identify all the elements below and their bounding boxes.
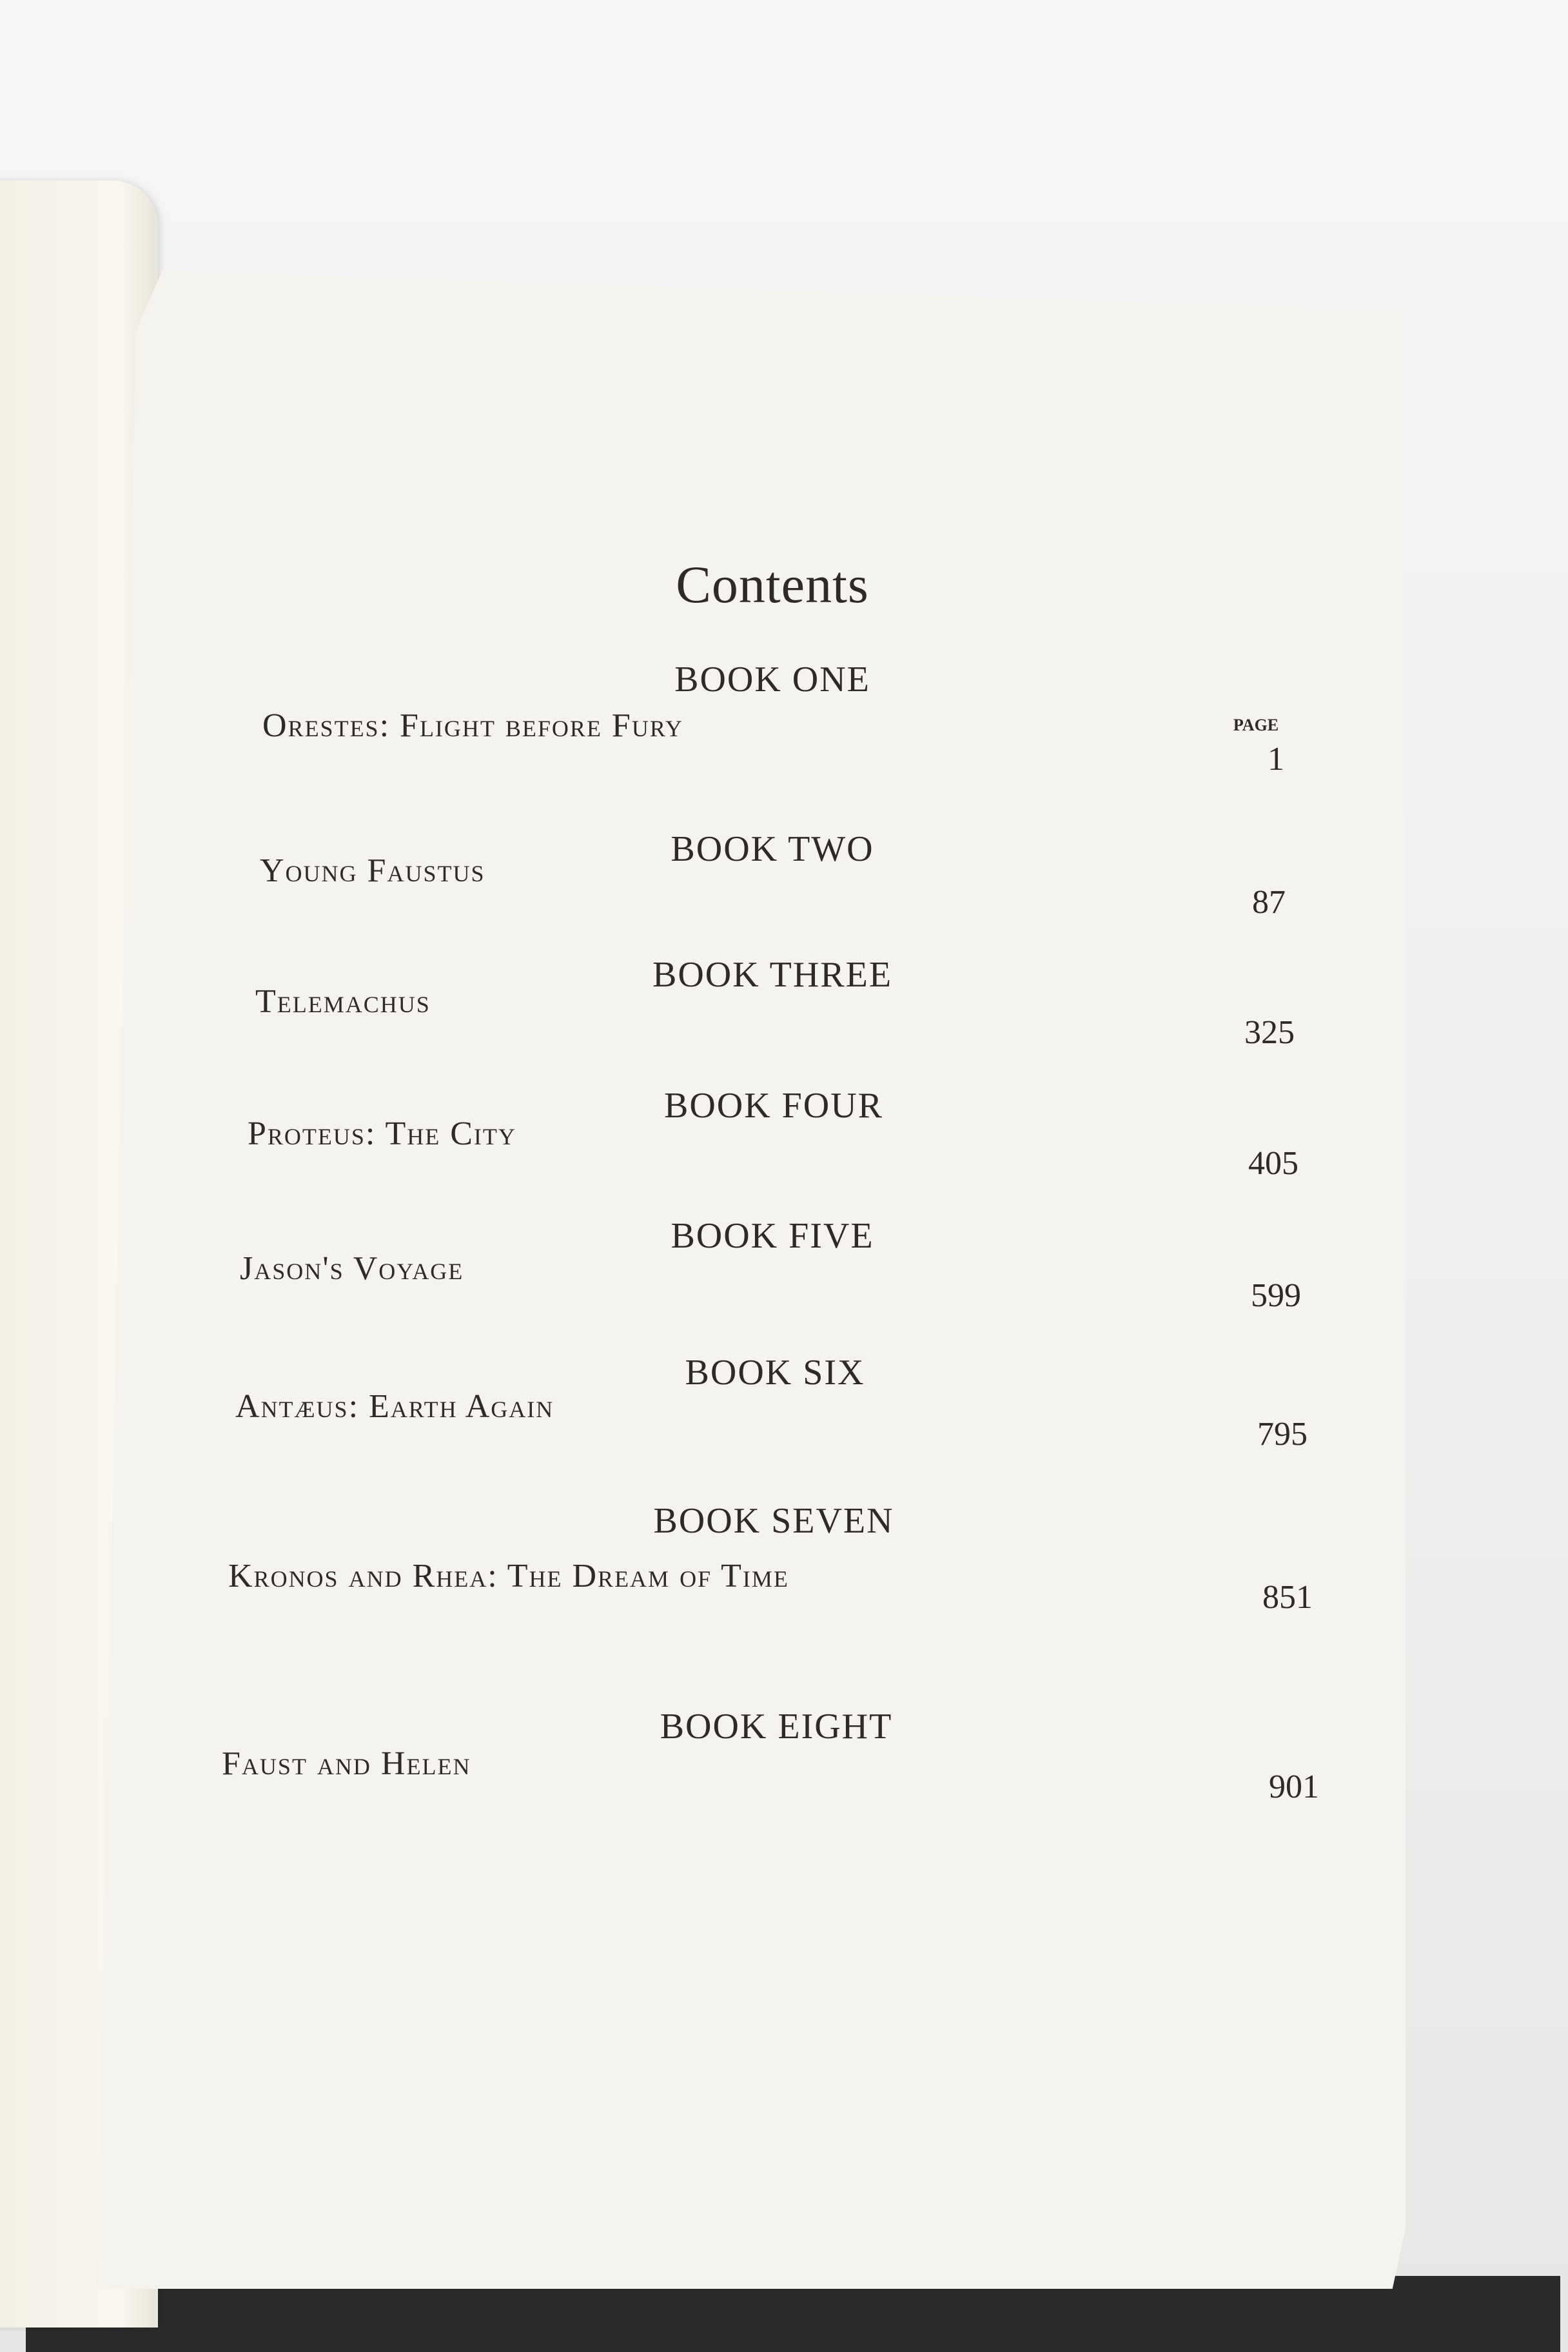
page-number: 325 [1244, 1014, 1295, 1051]
chapter-title: Young Faustus [260, 852, 485, 889]
book-heading: BOOK SIX [685, 1353, 865, 1393]
chapter-title: Telemachus [255, 983, 431, 1020]
page-number: 405 [1248, 1145, 1298, 1182]
page-column-label: PAGE [1233, 716, 1279, 734]
page-number: 851 [1262, 1579, 1313, 1616]
chapter-title: Proteus: The City [248, 1115, 516, 1152]
book-heading: BOOK TWO [671, 829, 874, 869]
page-number: 1 [1268, 741, 1284, 778]
book-heading: BOOK SEVEN [653, 1501, 894, 1541]
chapter-title: Antæus: Earth Again [235, 1388, 554, 1425]
book-heading: BOOK ONE [674, 660, 870, 700]
book-heading: BOOK THREE [652, 955, 893, 995]
book-heading: BOOK FIVE [671, 1216, 874, 1256]
book-heading: BOOK FOUR [663, 1086, 884, 1126]
book-heading: BOOK EIGHT [660, 1707, 893, 1747]
page-number: 87 [1252, 884, 1286, 921]
page-number: 901 [1269, 1769, 1319, 1805]
page-number: 795 [1257, 1416, 1308, 1453]
chapter-title: Jason's Voyage [240, 1250, 464, 1287]
chapter-title: Faust and Helen [222, 1745, 471, 1782]
chapter-title: Orestes: Flight before Fury [262, 707, 683, 744]
page-number: 599 [1251, 1277, 1301, 1314]
chapter-title: Kronos and Rhea: The Dream of Time [228, 1558, 789, 1594]
contents-title: Contents [676, 555, 869, 614]
